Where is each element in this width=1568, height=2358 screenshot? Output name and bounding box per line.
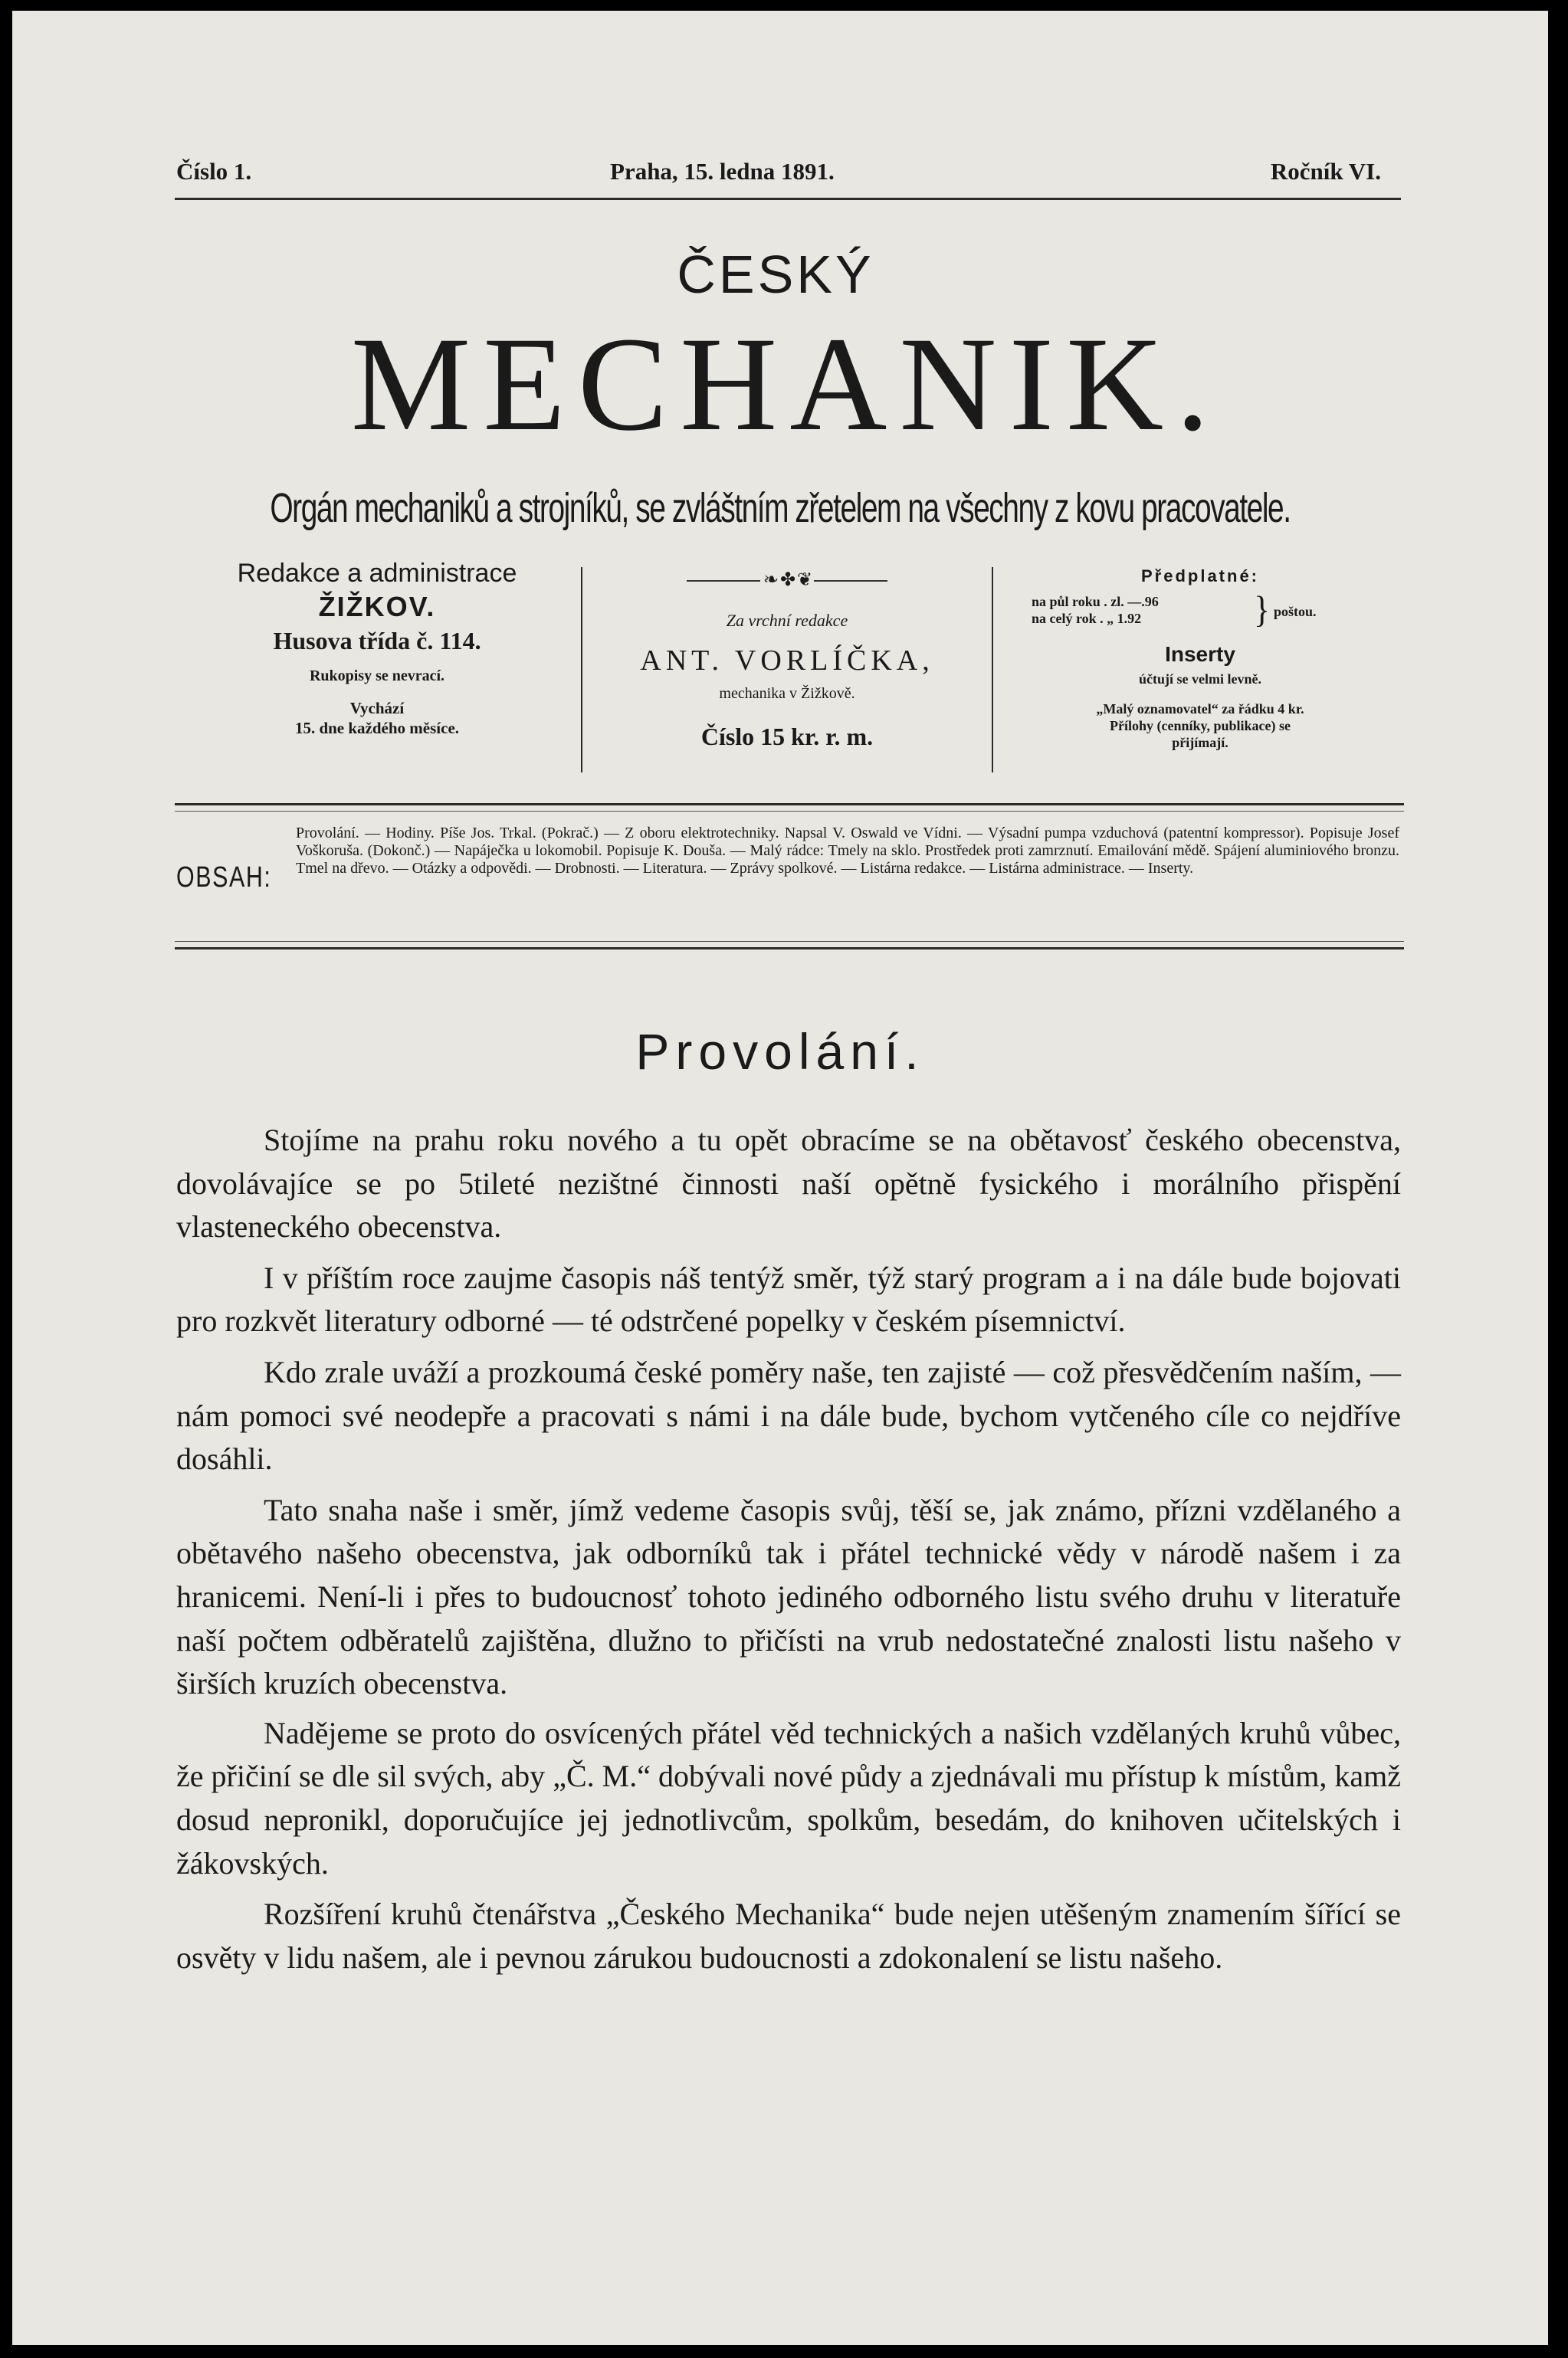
article-paragraph: Kdo zrale uváží a prozkoumá české poměry naše, ten zajisté — což přesvědčením naším, — nám pomoci své neodepře a pracovati s námi i na dále bude, bychom vytčeného cíle co nejdříve dosáhli. bbox=[176, 1354, 1401, 1477]
price-half-year: na půl roku . zl. —.96 bbox=[1032, 594, 1159, 609]
published-schedule: 15. dne každého měsíce. bbox=[294, 719, 460, 737]
editorial-office bbox=[181, 556, 573, 739]
divider-rule bbox=[175, 811, 1404, 812]
article-paragraph: Rozšíření kruhů čtenářstva „Českého Mechanika“ bude nejen utěšeným znamením šířící se osvěty v lidu našem, ale i pevnou zárukou budoucnosti a zdokonalení se listu našeho. bbox=[176, 1897, 1401, 1975]
article-paragraph: Tato snaha naše i směr, jímž vedeme časopis svůj, těší se, jak známo, přízni vzdělaného a obětavého našeho obecenstva, jak odborníků tak i přátel technické vědy v národě našem i za hranicemi. Není-li i přes to budoucnosť tohoto jediného odborného listu svého druhu v literatuře naší počtem odběratelů zajištěna, dlužno to přičísti na vrub nedostatečné znalosti listu našeho v širších kruzích obecenstva. bbox=[176, 1492, 1401, 1701]
masthead-subtitle: Orgán mechaniků a strojníků, se zvláštním zřetelem na všechny z kovu pracovatele. bbox=[270, 485, 1291, 531]
editor-name: ANT. VORLÍČKA, bbox=[640, 644, 934, 677]
subscription-prices bbox=[1001, 589, 1399, 641]
column-divider bbox=[581, 567, 582, 772]
office-address: Husova třída č. 114. bbox=[273, 627, 481, 654]
editor-title: mechanika v Žižkově. bbox=[719, 685, 855, 702]
article-title: Provolání. bbox=[635, 1023, 925, 1080]
editor-label: Za vrchní redakce bbox=[726, 611, 848, 630]
office-label: Redakce a administrace bbox=[237, 559, 517, 588]
ornament: ❧ ✤ ❦ bbox=[586, 567, 989, 593]
divider-rule bbox=[175, 947, 1404, 949]
column-divider bbox=[992, 567, 993, 772]
contents-label: OBSAH: bbox=[176, 861, 272, 894]
masthead-title: MECHANIK. bbox=[350, 310, 1222, 459]
brace-icon: } bbox=[1254, 589, 1271, 631]
manuscripts-note: Rukopisy se nevrací. bbox=[309, 667, 445, 684]
published-label: Vychází bbox=[349, 699, 405, 717]
small-ad-note: „Malý oznamovatel“ za řádku 4 kr. bbox=[1096, 701, 1304, 717]
divider-rule bbox=[175, 941, 1404, 942]
divider-rule bbox=[175, 803, 1404, 805]
contents-text: Provolání. — Hodiny. Píše Jos. Trkal. (Pokrač.) — Z oboru elektrotechniky. Napsal V. Oswald ve Vídni. — Výsadní pumpa vzduchová (patentní kompressor). Popisuje Josef Voškoruša. (Dokonč.) — Napáječka u lokomobil. Popisuje K. Douša. — Malý rádce: Tmely na sklo. Prostředek proti zamrznutí. Emailování mědě. Spájení aluminiového bronzu. Tmel na dřevo. — Otázky a odpovědi. — Drobnosti. — Literatura. — Zprávy spolkové. — Listárna redakce. — Listárna administrace. — Inserty. bbox=[296, 825, 1399, 877]
editor-block bbox=[586, 567, 989, 756]
supplements-note: Přílohy (cenníky, publikace) se bbox=[1109, 718, 1291, 733]
postage-note: poštou. bbox=[1274, 604, 1317, 619]
masthead-small: ČESKÝ bbox=[677, 244, 874, 304]
price-full-year: na celý rok . „ 1.92 bbox=[1032, 611, 1142, 626]
newspaper-page bbox=[12, 11, 1548, 2345]
inserts-heading: Inserty bbox=[1165, 642, 1235, 666]
office-city: ŽIŽKOV. bbox=[318, 591, 436, 622]
article-paragraph: Nadějeme se proto do osvícených přátel věd technických a našich vzdělaných kruhů vůbec, že přičiní se dle sil svých, aby „Č. M.“ dobývali nové půdy a zjednávali mu přístup k místům, kamž dosud nepronikl, doporučujíce jej jednotlivcům, spolkům, besedám, do knihoven učitelských i žákovských. bbox=[176, 1715, 1401, 1881]
inserts-note: účtují se velmi levně. bbox=[1139, 671, 1261, 687]
article-paragraph: Stojíme na prahu roku nového a tu opět obracíme se na obětavosť českého obecenstva, dovolávajíce se po 5tileté nezištné činnosti naší opětně fysického i morálního přispění vlasteneckého obecenstva. bbox=[176, 1123, 1401, 1245]
article-body bbox=[176, 1119, 1401, 1987]
supplements-note-end: přijímají. bbox=[1172, 735, 1228, 750]
header-line bbox=[176, 158, 1402, 196]
article-paragraph: I v příštím roce zaujme časopis náš tentýž směr, týž starý program a i na dále bude bojovati pro rozkvět literatury odborné — té odstrčené popelky v českém písemnictví. bbox=[176, 1260, 1401, 1339]
header-rule bbox=[175, 198, 1401, 200]
volume-number: Ročník VI. bbox=[1270, 158, 1381, 185]
issue-date: Praha, 15. ledna 1891. bbox=[610, 158, 835, 185]
issue-price: Číslo 15 kr. r. m. bbox=[700, 723, 874, 750]
issue-number: Číslo 1. bbox=[176, 158, 252, 185]
subscription-heading: Předplatné: bbox=[1140, 566, 1260, 585]
subscription-block bbox=[1001, 564, 1399, 751]
